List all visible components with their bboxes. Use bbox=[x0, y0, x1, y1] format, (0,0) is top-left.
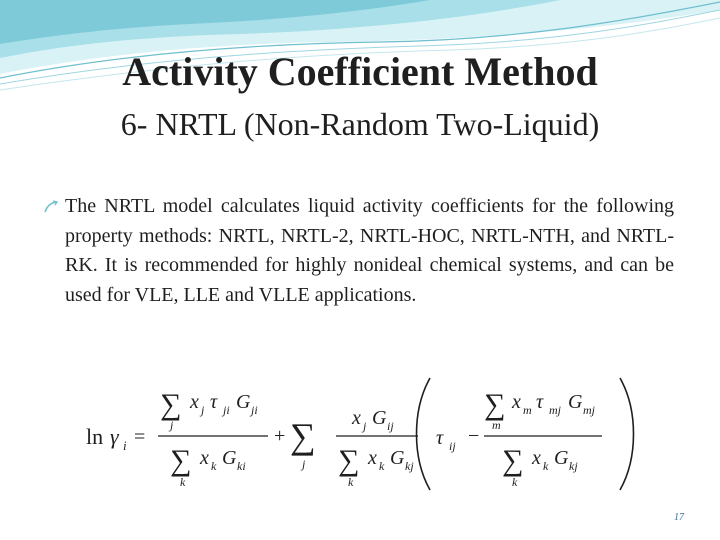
eq-left-paren bbox=[417, 378, 431, 490]
eq-sum: ∑ bbox=[290, 416, 316, 456]
eq-sub-mj: mj bbox=[549, 403, 561, 417]
eq-G: G bbox=[568, 391, 583, 413]
slide-subtitle: 6- NRTL (Non-Random Two-Liquid) bbox=[120, 106, 600, 142]
eq-sub-ji: ji bbox=[223, 403, 230, 417]
eq-G: G bbox=[236, 391, 251, 413]
eq-sub-m: m bbox=[492, 418, 501, 432]
eq-sub-ki: ki bbox=[237, 459, 246, 473]
eq-minus: − bbox=[468, 425, 480, 447]
eq-sub-j: j bbox=[302, 457, 306, 471]
eq-sub-kj: kj bbox=[405, 459, 414, 473]
eq-G: G bbox=[222, 447, 237, 469]
eq-sub-k: k bbox=[543, 459, 549, 473]
eq-tau: τ bbox=[210, 391, 218, 413]
eq-sub-j: j bbox=[363, 419, 367, 433]
page-number: 17 bbox=[674, 512, 684, 523]
eq-sum: ∑ bbox=[338, 444, 360, 477]
eq-sub-k: k bbox=[512, 475, 518, 489]
slide-title: Activity Coefficient Method bbox=[122, 49, 598, 94]
eq-right-paren bbox=[620, 378, 634, 490]
bullet-arrow-icon bbox=[44, 200, 58, 214]
eq-sub-k: k bbox=[379, 459, 385, 473]
nrtl-equation bbox=[86, 374, 646, 494]
eq-tau: τ bbox=[436, 427, 444, 449]
eq-gamma: γ bbox=[110, 424, 119, 449]
bullet-text: The NRTL model calculates liquid activity coefficients for the following property methods: NRTL, NRTL-2, NRTL-HOC, NRTL-NTH, and NRTL-RK. It is recommended for highly nonideal chemical systems, and can be used for VLE, LLE and VLLE applications. bbox=[65, 195, 674, 306]
eq-sub-j: j bbox=[201, 403, 205, 417]
eq-sum: ∑ bbox=[170, 444, 192, 477]
eq-x: x bbox=[368, 447, 377, 469]
eq-x: x bbox=[512, 391, 521, 413]
eq-equals: = bbox=[134, 426, 146, 448]
eq-sub-k: k bbox=[180, 475, 186, 489]
eq-sub-m: m bbox=[523, 403, 532, 417]
eq-x: x bbox=[200, 447, 209, 469]
eq-ln: ln bbox=[86, 424, 104, 449]
eq-sub-kj: kj bbox=[569, 459, 578, 473]
eq-x: x bbox=[352, 407, 361, 429]
eq-sub-k: k bbox=[211, 459, 217, 473]
eq-sub-i: i bbox=[123, 438, 127, 453]
eq-x: x bbox=[532, 447, 541, 469]
eq-x: x bbox=[190, 391, 199, 413]
eq-sub-ji: ji bbox=[251, 403, 258, 417]
eq-sub-ij: ij bbox=[387, 419, 394, 433]
eq-sum: ∑ bbox=[502, 444, 524, 477]
eq-sub-mj: mj bbox=[583, 403, 595, 417]
eq-sub-k: k bbox=[348, 475, 354, 489]
eq-tau: τ bbox=[536, 391, 544, 413]
eq-G: G bbox=[390, 447, 405, 469]
eq-sum: ∑ bbox=[484, 388, 506, 421]
eq-sum: ∑ bbox=[160, 388, 182, 421]
eq-plus: + bbox=[274, 425, 286, 447]
eq-G: G bbox=[372, 407, 387, 429]
bullet-paragraph bbox=[44, 192, 674, 310]
eq-sub-j: j bbox=[170, 418, 174, 432]
eq-G: G bbox=[554, 447, 569, 469]
eq-sub-ij: ij bbox=[449, 439, 456, 453]
